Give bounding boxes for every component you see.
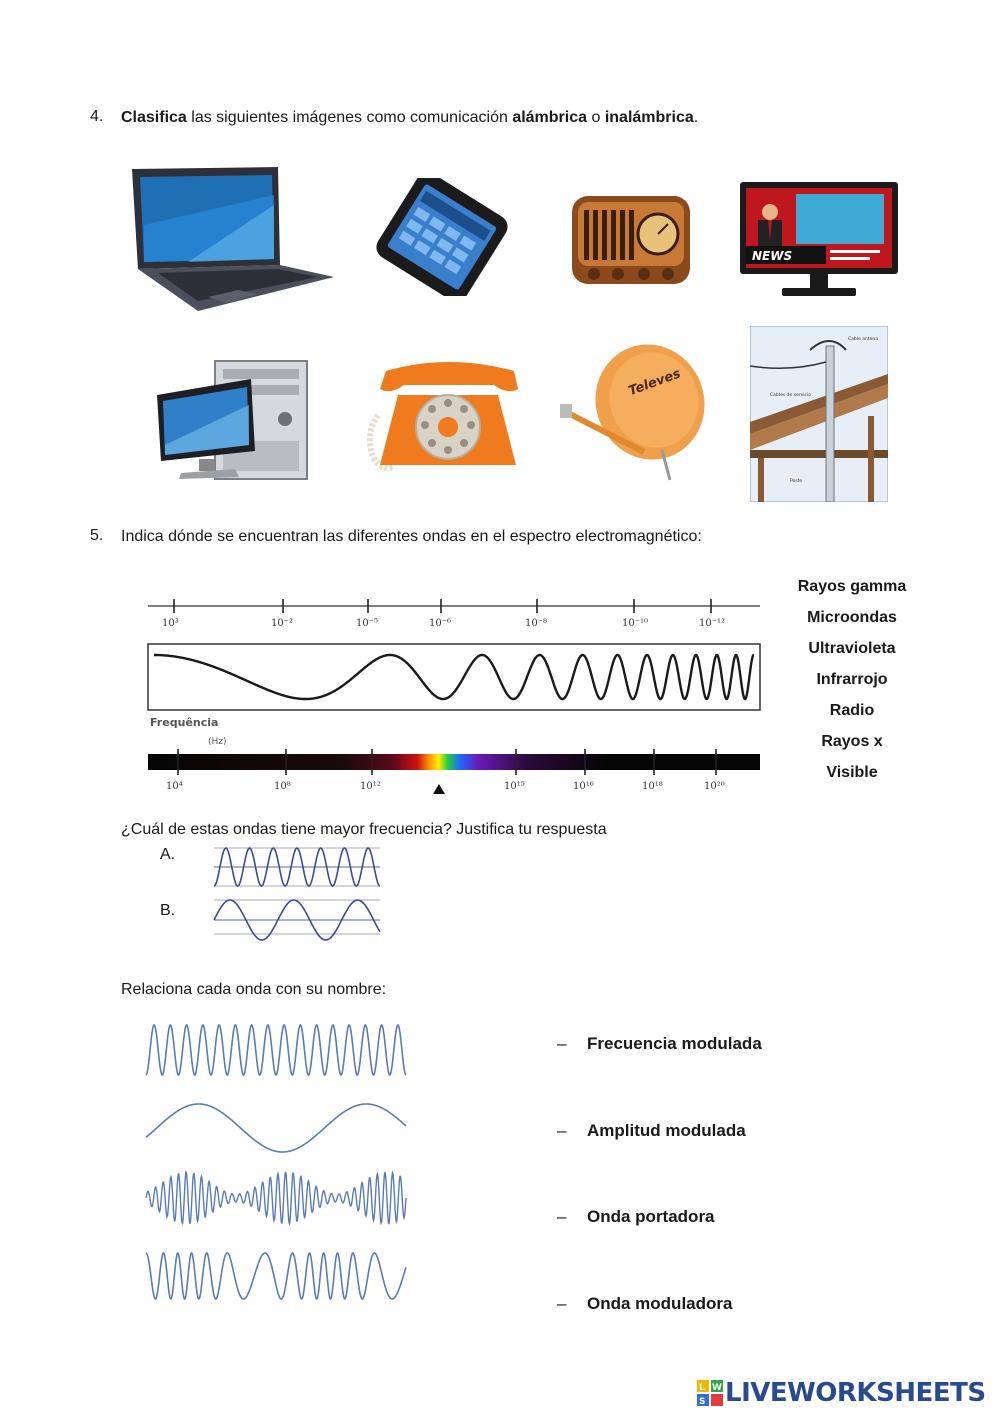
wave-name-rayos-x[interactable]: Rayos x (821, 733, 883, 750)
satellite-dish-image[interactable] (558, 340, 708, 485)
frequency-tick-label-0: 10⁴ (166, 781, 183, 792)
q4-word-alambrica: alámbrica (512, 109, 588, 126)
match-name-4[interactable] (557, 1294, 732, 1314)
dash-2: – (557, 1121, 567, 1140)
question-5-text: Indica dónde se encuentran las diferentes ondas en el espectro electromagnético: (121, 528, 702, 545)
logo-letter-w: W (712, 1383, 722, 1393)
match-name-2[interactable] (557, 1121, 746, 1141)
question-5-number: 5. (90, 527, 104, 544)
diagram-label-1: Cable antena (848, 337, 878, 342)
wavelength-tick-label-0: 10³ (162, 618, 179, 629)
wave-name-ultravioleta[interactable]: Ultravioleta (808, 640, 896, 657)
diagram-label-3: Poste (790, 479, 803, 484)
wavelength-tick-label-1: 10⁻² (271, 618, 294, 629)
q4-word-clasifica: Clasifica (121, 109, 187, 126)
question-4-number: 4. (90, 108, 104, 125)
rotary-phone-image[interactable] (358, 355, 528, 475)
wave-b-image[interactable] (212, 896, 382, 946)
match-name-3[interactable] (557, 1207, 715, 1227)
wired-installation-diagram-image[interactable] (750, 326, 888, 502)
wave-name-gamma[interactable]: Rayos gamma (797, 578, 907, 595)
q4-text-2: o (587, 109, 605, 126)
wave-match-2-image[interactable] (144, 1098, 410, 1158)
laptop-image[interactable] (128, 165, 338, 315)
wave-name-radio[interactable]: Radio (829, 702, 875, 719)
wavelength-tick-label-6: 10⁻¹² (699, 618, 726, 629)
visible-marker-icon (433, 784, 445, 794)
match-name-2-text: Amplitud modulada (587, 1121, 746, 1140)
match-name-3-text: Onda portadora (587, 1207, 715, 1226)
smartphone-image[interactable] (362, 178, 522, 296)
wave-name-visible[interactable]: Visible (826, 764, 878, 781)
wave-match-3-image[interactable] (144, 1170, 410, 1226)
match-name-1-text: Frecuencia modulada (587, 1034, 762, 1053)
logo-letter-l: L (699, 1383, 705, 1393)
dash-3: – (557, 1207, 567, 1226)
wave-a-image[interactable] (212, 842, 382, 892)
dash-4: – (557, 1294, 567, 1313)
dish-brand-text: Televes (626, 366, 683, 400)
electromagnetic-spectrum-figure (140, 592, 770, 802)
wave-name-infrarrojo[interactable]: Infrarrojo (816, 671, 888, 688)
wave-name-microondas[interactable]: Microondas (807, 609, 897, 626)
liveworksheets-logo[interactable] (697, 1378, 995, 1410)
tv-news-text: NEWS (752, 249, 793, 263)
desktop-computer-image[interactable] (155, 355, 315, 483)
frequency-label: Frequência (150, 716, 219, 729)
dash-1: – (557, 1034, 567, 1053)
frequency-unit: (Hz) (208, 737, 227, 747)
option-b-label: B. (160, 902, 176, 919)
q4-text-3: . (693, 109, 699, 126)
wavelength-tick-label-2: 10⁻⁵ (356, 618, 379, 629)
frequency-tick-label-5: 10¹⁸ (642, 781, 663, 792)
wavelength-tick-label-4: 10⁻⁸ (525, 618, 548, 629)
liveworksheets-wordmark: LIVEWORKSHEETS (725, 1378, 986, 1408)
logo-letter-s: S (699, 1397, 706, 1407)
frequency-question: ¿Cuál de estas ondas tiene mayor frecuencia? Justifica tu respuesta (121, 821, 607, 838)
wave-name-list (787, 571, 917, 788)
frequency-tick-label-6: 10²⁰ (704, 781, 725, 792)
q4-text-1: las siguientes imágenes como comunicación (186, 109, 513, 126)
frequency-tick-label-3: 10¹⁵ (504, 781, 525, 792)
liveworksheets-logo-icon (697, 1380, 723, 1408)
wave-match-1-image[interactable] (144, 1020, 410, 1080)
match-prompt: Relaciona cada onda con su nombre: (121, 981, 387, 998)
radio-image[interactable] (568, 190, 694, 290)
wave-match-4-image[interactable] (144, 1248, 410, 1304)
frequency-tick-label-1: 10⁸ (274, 781, 291, 792)
frequency-tick-label-4: 10¹⁶ (573, 781, 594, 792)
television-news-image[interactable] (738, 180, 900, 300)
q4-word-inalambrica: inalámbrica (604, 109, 694, 126)
wavelength-tick-label-3: 10⁻⁶ (429, 618, 452, 629)
question-4-text (121, 108, 698, 128)
option-a-label: A. (160, 846, 176, 863)
diagram-label-2: Cables de servicio (770, 393, 811, 398)
chirp-wave (154, 655, 754, 699)
spectrum-bar (148, 754, 760, 770)
wavelength-tick-label-5: 10⁻¹⁰ (622, 618, 649, 629)
frequency-tick-label-2: 10¹² (360, 781, 381, 792)
match-name-4-text: Onda moduladora (587, 1294, 733, 1313)
match-name-1[interactable] (557, 1034, 762, 1054)
